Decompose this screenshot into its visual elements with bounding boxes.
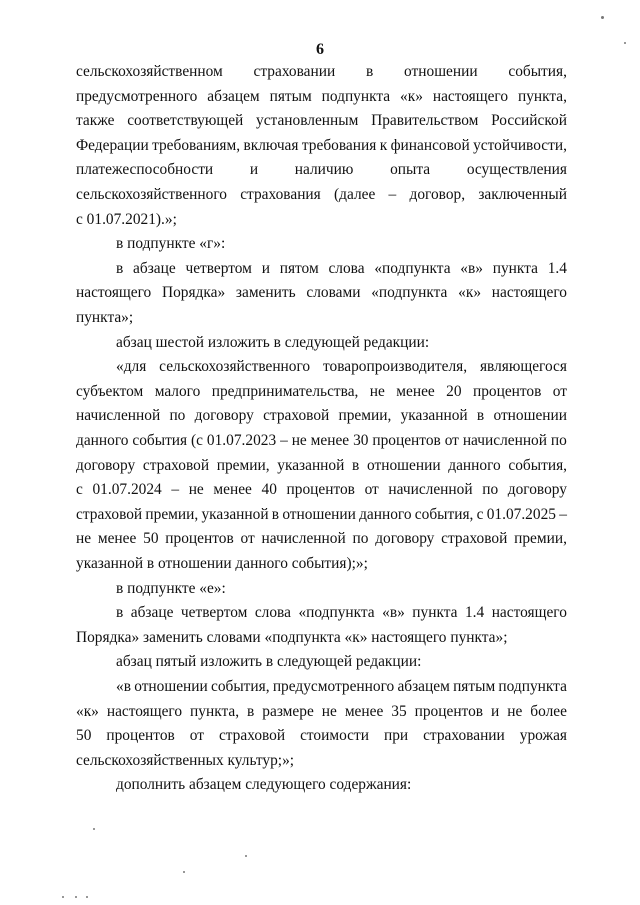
word: Российской [491, 112, 567, 129]
word: договору [507, 481, 567, 498]
word: требованиям, [152, 137, 241, 154]
text-line: дополнить абзацем следующего содержания: [116, 776, 412, 793]
word: четвертом [180, 604, 248, 621]
word: в [271, 506, 280, 523]
word: настоящего [491, 284, 567, 301]
word: Правительством [371, 112, 479, 129]
word: заключенный [478, 186, 567, 203]
word: осуществления [466, 161, 567, 178]
text-line [76, 430, 567, 452]
word: требования [301, 137, 377, 154]
word: 20 [446, 383, 462, 400]
word: «к» [400, 88, 423, 105]
word: страховой [218, 727, 286, 744]
word: 01.07.2024 [92, 481, 162, 498]
word: устойчивости, [473, 137, 567, 154]
word: слова [328, 260, 365, 277]
word: сельскохозяйственного [159, 358, 311, 375]
word: в [476, 407, 485, 424]
word: отношении [404, 63, 478, 80]
word: слова [254, 604, 291, 621]
word: в [366, 63, 374, 80]
word: субъектом [76, 383, 144, 400]
text-line [76, 381, 567, 403]
text-line [116, 676, 567, 698]
word: менее [213, 481, 252, 498]
word: страховании [423, 727, 505, 744]
word: (с [191, 432, 203, 449]
word: в [247, 703, 255, 720]
word: договору [375, 530, 435, 547]
word: процентов [414, 703, 484, 720]
word: события, [508, 457, 567, 474]
word: «к» [458, 284, 482, 301]
word: соответствующей [127, 112, 244, 129]
page-number: 6 [316, 41, 324, 58]
word: опыта [390, 161, 431, 178]
word: также [76, 112, 115, 129]
word: указанной [201, 506, 269, 523]
word: 35 [391, 703, 407, 720]
word: отношении [367, 457, 441, 474]
text-line [76, 135, 567, 157]
word: 50 [143, 530, 159, 547]
word: 40 [261, 481, 277, 498]
word: предусмотренного [272, 678, 395, 695]
word: указанной [400, 407, 468, 424]
word: отношении [134, 678, 208, 695]
word: (далее [334, 186, 376, 203]
text-line [76, 405, 567, 427]
word: не [291, 432, 307, 449]
word: по [352, 530, 369, 547]
text-line [116, 258, 567, 280]
word: с [476, 506, 484, 523]
word: от [240, 530, 255, 547]
scan-speck [245, 855, 247, 857]
word: абзацем [207, 88, 260, 105]
text-line: в подпункте «г»: [116, 235, 226, 252]
word: менее [97, 530, 137, 547]
word: четвертом [185, 260, 252, 277]
text-line [116, 356, 567, 378]
word: события, [508, 63, 567, 80]
scan-speck [86, 896, 88, 898]
text-line [76, 86, 567, 108]
word: заменить [235, 284, 296, 301]
word: страховой [76, 506, 143, 523]
word: от [189, 727, 204, 744]
scan-speck [624, 42, 626, 44]
word: от [364, 481, 379, 498]
word: по [482, 481, 499, 498]
word: Федерации [76, 137, 149, 154]
word: абзаце [130, 604, 174, 621]
text-line: Порядка» заменить словами «подпункта «к» настоящего пункта»; [76, 629, 508, 646]
word: 01.07.2023 [206, 432, 277, 449]
word: премии, [514, 530, 567, 547]
word: «в» [460, 260, 483, 277]
scan-speck [93, 828, 95, 830]
word: премии, [338, 407, 392, 424]
word: и [261, 260, 270, 277]
word: настоящего [491, 604, 567, 621]
word: абзацем [397, 678, 450, 695]
word: «подпункта [374, 260, 451, 277]
word: по [169, 407, 186, 424]
word: данного [448, 457, 501, 474]
scan-speck [75, 896, 77, 898]
text-line [76, 110, 567, 132]
word: процентов [372, 432, 441, 449]
text-line [76, 159, 567, 181]
word: Порядка» [161, 284, 226, 301]
text-line [76, 61, 567, 83]
word: «подпункта [298, 604, 375, 621]
word: пятым [453, 678, 496, 695]
word: товаропроизводителя, [323, 358, 468, 375]
word: пункта [412, 604, 458, 621]
text-line: сельскохозяйственных культур;»; [76, 752, 295, 769]
text-line: с 01.07.2021).»; [76, 211, 177, 228]
word: «для [116, 358, 147, 375]
word: не [188, 481, 204, 498]
text-line: абзац шестой изложить в следующей редакции: [116, 334, 430, 351]
word: договор, [409, 186, 466, 203]
word: страховой [263, 407, 330, 424]
word: наличию [294, 161, 354, 178]
word: не [321, 703, 337, 720]
word: данного [76, 432, 129, 449]
word: премии, [216, 457, 270, 474]
word: являющегося [479, 358, 567, 375]
word: урожая [519, 727, 567, 744]
word: пятым [269, 88, 312, 105]
text-line [76, 184, 567, 206]
word: более [530, 703, 567, 720]
word: сельскохозяйственного [76, 186, 227, 203]
word: 50 [76, 727, 92, 744]
word: начисленной [462, 432, 547, 449]
word: начисленной [388, 481, 473, 498]
word: менее [310, 432, 350, 449]
word: по [550, 432, 567, 449]
word: платежеспособности [76, 161, 214, 178]
word: в [352, 457, 360, 474]
word: установленным [256, 112, 359, 129]
word: договору [76, 457, 136, 474]
word: начисленной [76, 407, 161, 424]
word: не [369, 383, 385, 400]
word: предусмотренного [76, 88, 198, 105]
word: начисленной [261, 530, 346, 547]
word: 1.4 [464, 604, 485, 621]
word: пункта, [517, 88, 567, 105]
text-line [76, 504, 567, 526]
word: финансовой [390, 137, 470, 154]
word: процентов [165, 530, 234, 547]
word: – [559, 506, 567, 523]
word: настоящего [106, 703, 183, 720]
word: малого [154, 383, 201, 400]
scan-speck [183, 871, 185, 873]
word: страховой [142, 457, 210, 474]
word: размере [262, 703, 314, 720]
word: «подпункта [371, 284, 448, 301]
word: страхования [240, 186, 321, 203]
word: страховой [441, 530, 508, 547]
word: премии, [145, 506, 199, 523]
scan-speck [601, 16, 604, 19]
text-line [76, 528, 567, 550]
word: 01.07.2025 [486, 506, 556, 523]
word: страховании [253, 63, 336, 80]
word: процентов [286, 481, 355, 498]
text-line [76, 479, 567, 501]
word: – [388, 186, 397, 203]
word: подпункта [321, 88, 391, 105]
word: от [552, 383, 567, 400]
word: «в [116, 678, 131, 695]
word: словами [306, 284, 361, 301]
word: подпункта [498, 678, 567, 695]
word: настоящего [76, 284, 152, 301]
text-line: пункта»; [76, 309, 134, 326]
word: отношении [282, 506, 356, 523]
word: – [280, 432, 288, 449]
word: сельскохозяйственном [76, 63, 223, 80]
word: события [132, 432, 188, 449]
text-line [76, 701, 567, 723]
text-line [76, 282, 567, 304]
word: 30 [353, 432, 369, 449]
word: менее [344, 703, 384, 720]
word: договору [194, 407, 254, 424]
word: пункта, [190, 703, 240, 720]
word: данного [359, 506, 412, 523]
text-line [76, 455, 567, 477]
text-line [76, 725, 567, 747]
word: не [507, 703, 523, 720]
word: «в» [382, 604, 405, 621]
word: с [76, 481, 83, 498]
word: абзаце [133, 260, 176, 277]
word: настоящего [432, 88, 509, 105]
word: процентов [472, 383, 542, 400]
word: к [379, 137, 388, 154]
word: не [76, 530, 92, 547]
word: в [116, 604, 124, 621]
word: при [383, 727, 409, 744]
word: от [444, 432, 459, 449]
text-line [116, 602, 567, 624]
word: события, [210, 678, 270, 695]
word: процентов [106, 727, 175, 744]
word: пункта [492, 260, 538, 277]
word: пятом [279, 260, 319, 277]
word: 1.4 [547, 260, 567, 277]
word: указанной [277, 457, 345, 474]
text-line: указанной в отношении данного события);»; [76, 555, 368, 572]
word: предпринимательства, [211, 383, 359, 400]
word: «к» [76, 703, 99, 720]
word: отношении [493, 407, 567, 424]
word: и [249, 161, 259, 178]
text-line: абзац пятый изложить в следующей редакции: [116, 653, 422, 670]
word: – [171, 481, 180, 498]
scan-speck [62, 896, 64, 898]
word: в [116, 260, 124, 277]
text-line: в подпункте «е»: [116, 580, 226, 597]
word: события, [414, 506, 474, 523]
word: включая [243, 137, 299, 154]
word: менее [396, 383, 435, 400]
word: стоимости [300, 727, 369, 744]
word: и [491, 703, 500, 720]
